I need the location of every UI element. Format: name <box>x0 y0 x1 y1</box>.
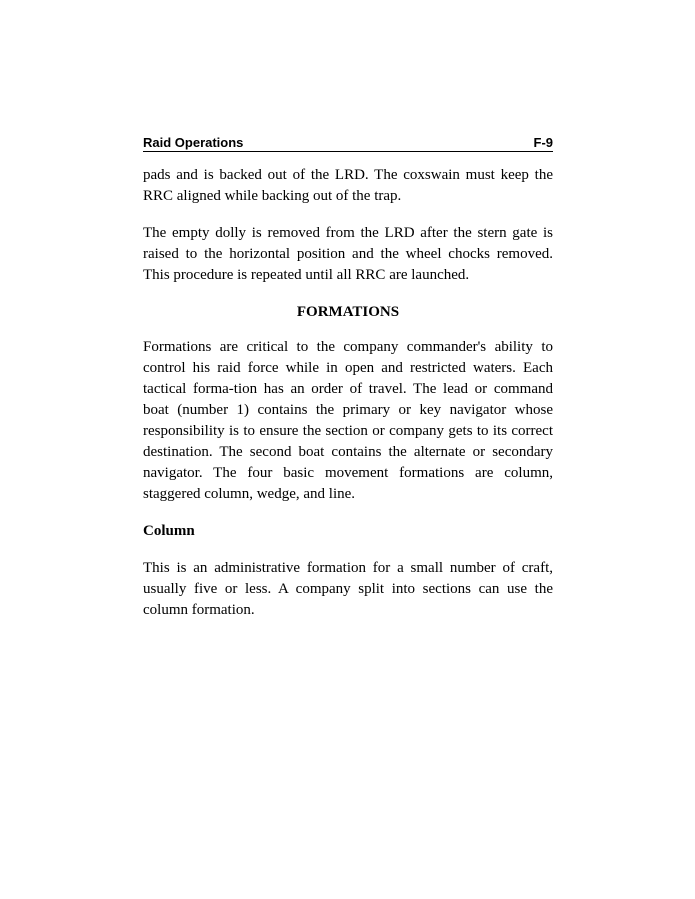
paragraph-launch-procedure: pads and is backed out of the LRD. The coxswain must keep the RRC aligned while backing out of the trap. <box>143 167 553 204</box>
heading-formations: FORMATIONS <box>296 304 400 320</box>
header-section-title: Raid Operations <box>143 135 244 150</box>
running-header <box>143 134 553 152</box>
paragraph-empty-dolly: The empty dolly is removed from the LRD after the stern gate is raised to the horizontal position and the wheel chocks removed. This procedure is repeated until all RRC are launched. <box>143 225 553 283</box>
header-page-number: F-9 <box>533 135 553 150</box>
paragraph-column: This is an administrative formation for a small number of craft, usually five or less. A company split into sections can use the column formation. <box>143 560 553 618</box>
heading-column: Column <box>143 523 195 539</box>
paragraph-formations: Formations are critical to the company commander's ability to control his raid force while in open and restricted waters. Each tactical forma-tion has an order of travel. The lead or command boat (number 1) contains the primary or key navigator whose responsibility is to ensure the section or company gets to its correct destination. The second boat contains the alternate or secondary navigator. The four basic movement formations are column, staggered column, wedge, and line. <box>143 339 553 502</box>
body-text <box>143 165 553 637</box>
